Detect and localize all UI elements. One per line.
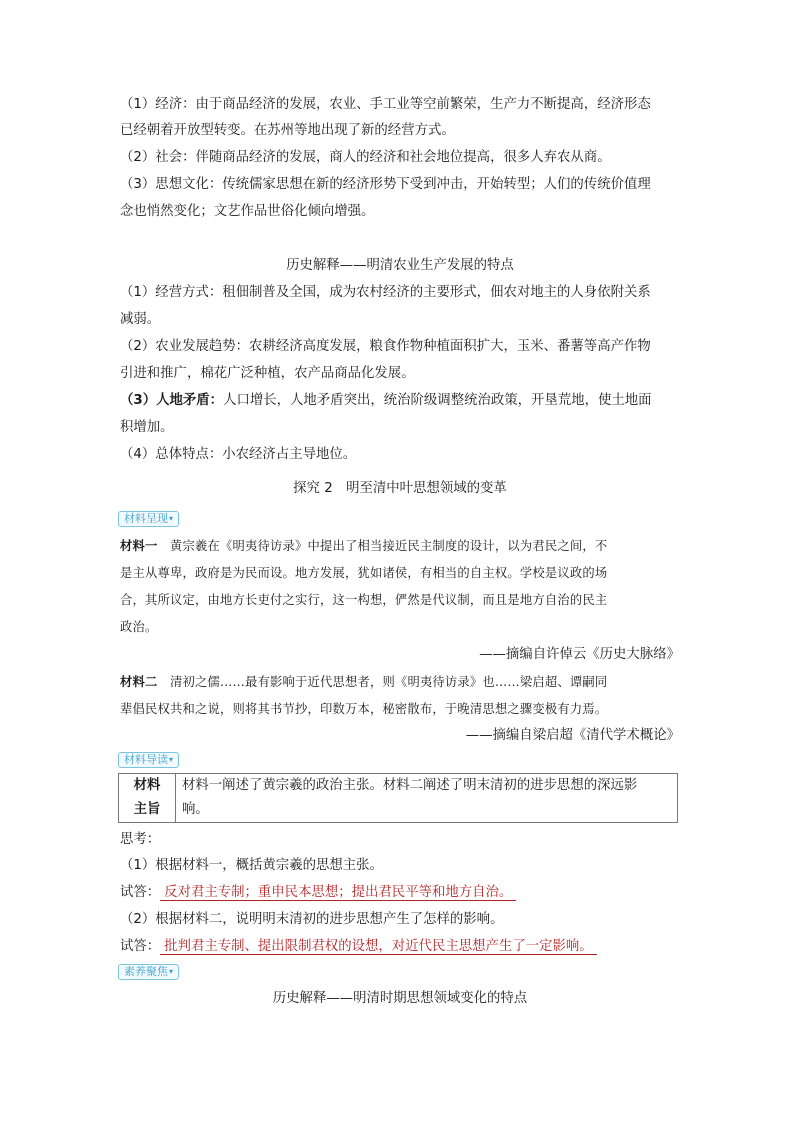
material-1-source: ——摘编自许倬云《历史大脉络》 bbox=[479, 647, 680, 662]
intro-culture-line-2: 念也悄然变化；文艺作品世俗化倾向增强。 bbox=[120, 204, 375, 219]
question-2: （2）根据材料二，说明明末清初的进步思想产生了怎样的影响。 bbox=[120, 912, 504, 927]
triangle-down-icon: ▾ bbox=[169, 967, 174, 976]
brief-content-cell: 材料一阐述了黄宗羲的政治主张。材料二阐述了明末清初的进步思想的深远影 响。 bbox=[176, 774, 678, 823]
agri-item-1-line-2: 减弱。 bbox=[120, 312, 161, 327]
triangle-down-icon: ▾ bbox=[169, 755, 174, 764]
agri-item-2-label: （2）农业发展趋势： bbox=[120, 339, 250, 354]
material-2-line-2: 辈倡民权共和之说，则将其书节抄，印数万本，秘密散布，于晚清思想之骤变极有力焉。 bbox=[120, 702, 608, 716]
agri-section-title: 历史解释——明清农业生产发展的特点 bbox=[286, 258, 514, 273]
material-1-line-4: 政治。 bbox=[120, 620, 158, 634]
material-2-label: 材料二 bbox=[120, 674, 158, 689]
material-brief-table bbox=[118, 773, 678, 823]
triangle-down-icon: ▾ bbox=[169, 514, 174, 523]
intro-economy-line-2: 已经朝着开放型转变。在苏州等地出现了新的经营方式。 bbox=[120, 123, 455, 138]
explore-section-title: 探究 2 明至清中叶思想领域的变革 bbox=[293, 481, 507, 496]
answer-1 bbox=[120, 884, 680, 902]
agri-item-3-label: （3）人地矛盾： bbox=[120, 393, 224, 408]
answer-2-label: 试答： bbox=[120, 939, 161, 954]
material-2-source: ——摘编自梁启超《清代学术概论》 bbox=[465, 728, 680, 743]
focus-tag: 素养聚焦▾ bbox=[118, 964, 179, 980]
guide-tag: 材料导读▾ bbox=[118, 752, 179, 768]
intro-culture-line-1: （3）思想文化：传统儒家思想在新的经济形势下受到冲击，开始转型；人们的传统价值理 bbox=[120, 177, 651, 192]
material-1-line-2: 是主从尊卑，政府是为民而设。地方发展，犹如诸侯，有相当的自主权。学校是议政的场 bbox=[120, 566, 608, 580]
agri-item-4-label: （4）总体特点： bbox=[120, 447, 223, 462]
material-1-label: 材料一 bbox=[120, 538, 158, 553]
agri-item-3-line-1: （3）人地矛盾：人口增长，人地矛盾突出，统治阶级调整统治政策，开垦荒地，使土地面 bbox=[120, 393, 652, 408]
material-1-line-3: 合，其所议定，由地方长吏付之实行，这一构想，俨然是代议制，而且是地方自治的民主 bbox=[120, 593, 608, 607]
agri-item-1-label: （1）经营方式： bbox=[120, 285, 223, 300]
think-label: 思考： bbox=[120, 832, 161, 847]
final-section-title: 历史解释——明清时期思想领域变化的特点 bbox=[272, 991, 528, 1006]
answer-1-text: 反对君主专制；重申民本思想；提出君民平等和地方自治。 bbox=[160, 885, 516, 901]
intro-society: （2）社会：伴随商品经济的发展，商人的经济和社会地位提高，很多人弃农从商。 bbox=[120, 150, 611, 165]
answer-1-label: 试答： bbox=[120, 885, 161, 900]
agri-item-3-line-2: 积增加。 bbox=[120, 420, 174, 435]
answer-2 bbox=[120, 938, 680, 956]
agri-item-2-line-2: 引进和推广，棉花广泛种植，农产品商品化发展。 bbox=[120, 366, 415, 381]
question-1: （1）根据材料一，概括黄宗羲的思想主张。 bbox=[120, 858, 383, 873]
intro-economy-line-1: （1）经济：由于商品经济的发展，农业、手工业等空前繁荣，生产力不断提高，经济形态 bbox=[120, 97, 651, 112]
answer-2-text: 批判君主专制、提出限制君权的设想，对近代民主思想产生了一定影响。 bbox=[160, 939, 597, 955]
brief-header-cell: 材料 主旨 bbox=[119, 774, 176, 823]
materials-tag: 材料呈现▾ bbox=[118, 511, 179, 527]
agri-item-4: （4）总体特点：小农经济占主导地位。 bbox=[120, 447, 357, 462]
material-1-line-1: 材料一 黄宗羲在《明夷待访录》中提出了相当接近民主制度的设计，以为君民之间，不 bbox=[120, 538, 608, 553]
agri-item-1-line-1: （1）经营方式：租佃制普及全国，成为农村经济的主要形式，佃农对地主的人身依附关系 bbox=[120, 285, 651, 300]
agri-item-2-line-1: （2）农业发展趋势：农耕经济高度发展，粮食作物种植面积扩大，玉米、番薯等高产作物 bbox=[120, 339, 651, 354]
material-2-line-1: 材料二 清初之儒……最有影响于近代思想者，则《明夷待访录》也……梁启超、谭嗣同 bbox=[120, 674, 608, 689]
